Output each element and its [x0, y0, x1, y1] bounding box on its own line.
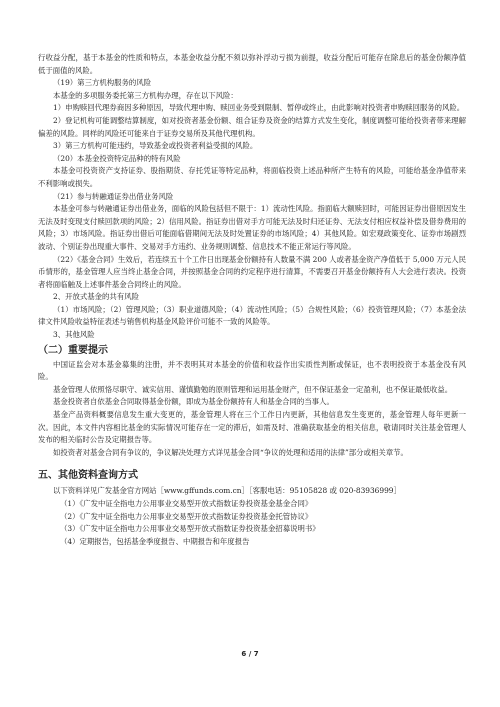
list-item: （3）《广发中证全指电力公用事业交易型开放式指数证券投资基金招募说明书》	[60, 524, 320, 534]
subheading-third-party-risk: （19）第三方机构服务的风险	[53, 78, 152, 88]
body-paragraph-continued: 行收益分配，基于本基金的性质和特点，本基金收益分配不须以弥补浮动亏损为前提，收益分配后可能存在除息后的基金份额净值低于面值的风险。	[38, 53, 466, 75]
page-content	[38, 52, 466, 548]
subheading-common-risks: 2、开放式基金的共有风险	[53, 292, 140, 302]
subheading-special-product-risk: （20）本基金投资特定品种的特有风险	[53, 153, 181, 163]
body-paragraph: 本基金的多项服务委托第三方机构办理，存在以下风险：	[53, 90, 238, 100]
body-paragraph: 3）第三方机构可能违约，导致基金或投资者利益受损的风险。	[53, 141, 258, 151]
list-item: （4）定期报告，包括基金季度报告、中期报告和年度报告	[60, 536, 250, 546]
body-paragraph: 本基金可投资资产支持证券、股指期货、存托凭证等特定品种，将面临投资上述品种所产生特有的风险，可能给基金净值带来不利影响或损失。	[38, 166, 466, 188]
list-item: （1）《广发中证全指电力公用事业交易型开放式指数证券投资基金基金合同》	[60, 499, 313, 508]
section-intro: 以下资料详见广发基金官方网站［www.gffunds.com.cn］［客服电话：95105828 或 020-83936999］	[53, 486, 401, 496]
body-paragraph: 基金管理人依照恪尽职守、诚实信用、谨慎勤勉的原则管理和运用基金财产，但不保证基金一定盈利，也不保证最低收益。	[53, 384, 453, 394]
body-paragraph: 如投资者对基金合同有争议的，争议解决处理方式详见基金合同“争议的处理和适用的法律”部分或相关章节。	[53, 447, 408, 457]
body-paragraph: （1）市场风险；（2）管理风险；（3）职业道德风险；（4）流动性风险；（5）合规性风险；（6）投资管理风险；（7）本基金法律文件风险收益特征表述与销售机构基金风险评价可能不一致的风险等。	[38, 304, 466, 327]
body-paragraph: 基金产品资料概要信息发生重大变更的，基金管理人将在三个工作日内更新，其他信息发生变更的，基金管理人每年更新一次。因此，本文件内容相比基金的实际情况可能存在一定的滞后，如需及时、准确获取基金的相关信息，敬请同时关注基金管理人发布的相关临时公告及定期报告等。	[38, 410, 466, 445]
list-item: （2）《广发中证全指电力公用事业交易型开放式指数证券投资基金托管协议》	[60, 511, 313, 521]
subheading-other-risks: 3、其他风险	[53, 330, 95, 340]
body-paragraph: 2）登记机构可能调整结算制度，如对投资者基金份额、组合证券及资金的结算方式发生变化，制度调整可能给投资者带来理解偏差的风险。同样的风险还可能来自于证券交易所及其他代理机构。	[38, 115, 466, 138]
body-paragraph: 1）申购赎回代理券商因多种原因，导致代理申购、赎回业务受到限制、暂停或终止，由此影响对投资者申购赎回服务的风险。	[53, 103, 465, 113]
section-heading-other-info: 五、其他资料查询方式	[38, 470, 138, 482]
body-paragraph: 基金投资者自依基金合同取得基金份额，即成为基金份额持有人和基金合同的当事人。	[53, 397, 334, 407]
body-paragraph: （22）《基金合同》生效后，若连续五十个工作日出现基金份额持有人数量不满 200 人或者基金资产净值低于 5,000 万元人民币情形的，基金管理人应当终止基金合同，并按照基金合同的约定程序进行清算，不需要召开基金份额持有人大会进行表决。投资者将面临触及上述事件基金合同终止的风险。	[38, 254, 466, 289]
body-paragraph: 本基金可参与转融通证券出借业务，面临的风险包括但不限于：1）流动性风险。指面临大额赎回时，可能因证券出借原因发生无法及时变现支付赎回款项的风险；2）信用风险。指证券出借对手方可能无法及时归还证券、无法支付相应权益补偿及借券费用的风险；3）市场风险。指证券出借后可能面临借期间无法及时处置证券的市场风险；4）其他风险。如宏观政策变化、证券市场剧烈波动、个别证券出现重大事件、交易对手方违约、业务规则调整、信息技术不能正常运行等风险。	[38, 204, 466, 251]
body-paragraph: 中国证监会对本基金募集的注册，并不表明其对本基金的价值和收益作出实质性判断或保证，也不表明投资于本基金没有风险。	[38, 359, 466, 382]
page-number: 6 / 7	[241, 650, 259, 658]
subheading-securities-lending-risk: （21）参与转融通证券出借业务风险	[53, 191, 174, 201]
important-notice-heading: （二）重要提示	[38, 344, 108, 356]
